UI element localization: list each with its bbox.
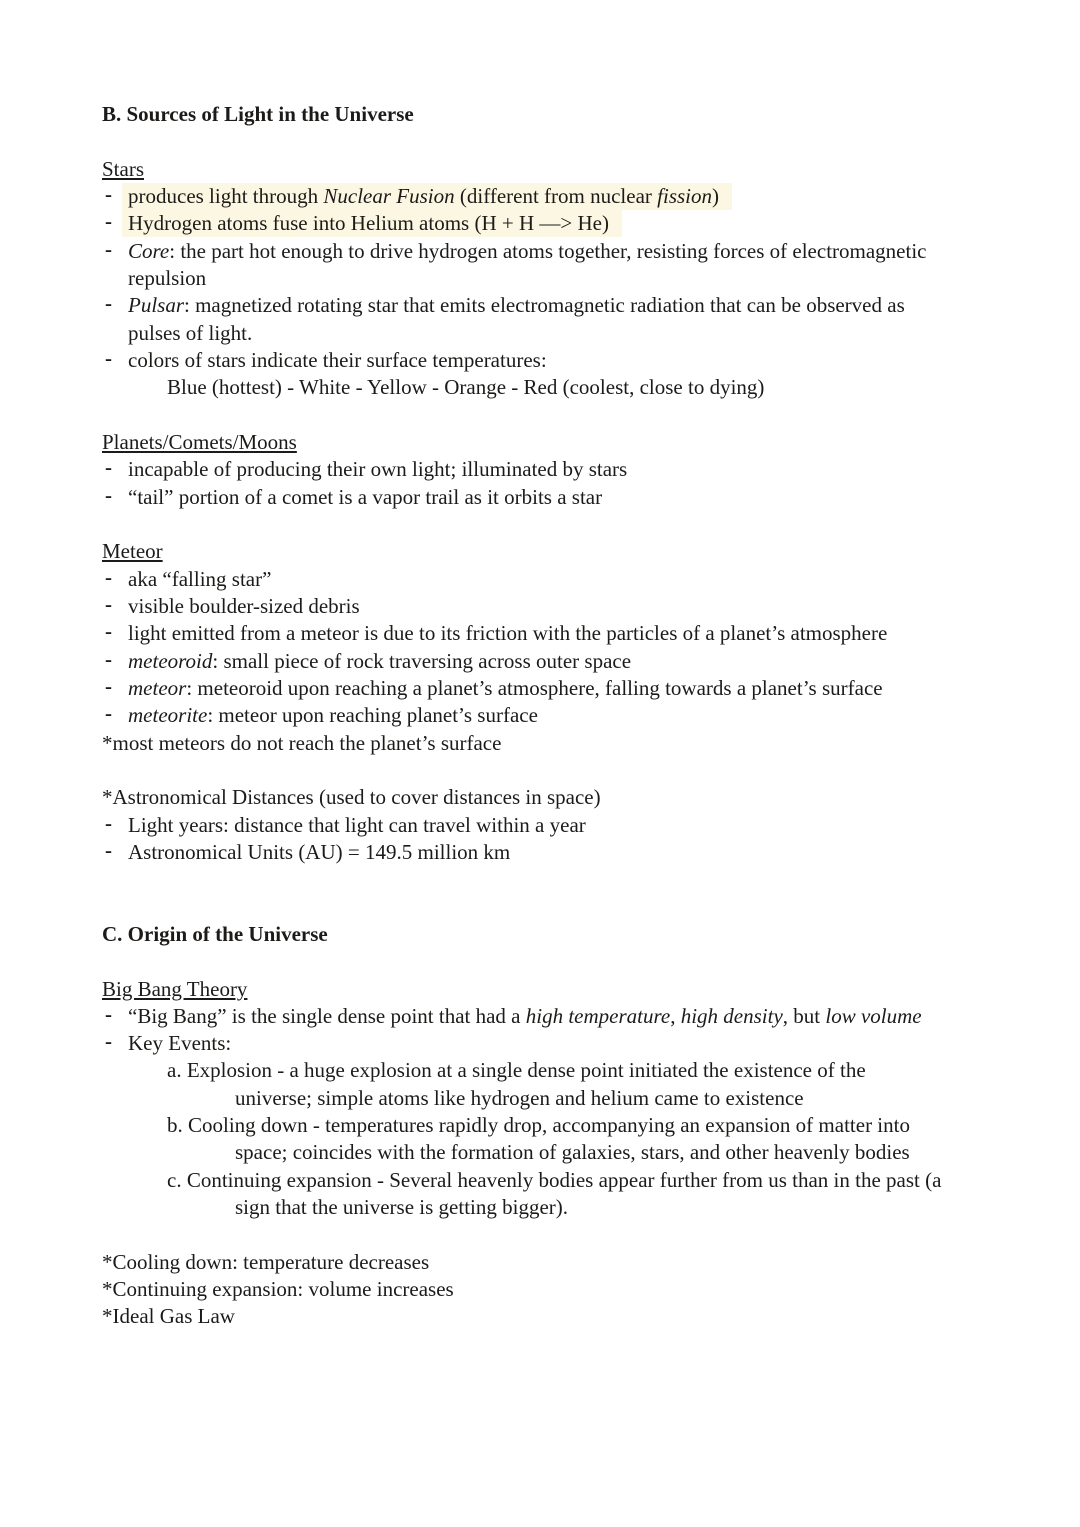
- text-run: Blue (hottest) - White - Yellow - Orange - Red (coolest, close to dying): [167, 375, 765, 400]
- text-run-italic: Core: [128, 238, 170, 263]
- text-run-italic: meteor: [128, 675, 187, 700]
- bullet-dash-icon: -: [105, 345, 112, 370]
- heading-text: Big Bang Theory: [102, 976, 248, 1001]
- text-run: “Big Bang” is the single dense point that had a: [128, 1003, 526, 1028]
- bullet-dash-icon: -: [105, 673, 112, 698]
- note-cooling-down: [102, 1249, 1040, 1276]
- text-run: a. Explosion - a huge explosion at a single dense point initiated the existence of the: [167, 1058, 866, 1083]
- bullet-dash-icon: -: [105, 181, 112, 206]
- bullet-key-events: [102, 1030, 1040, 1057]
- text-run: light emitted from a meteor is due to its friction with the particles of a planet’s atmosphere: [128, 621, 888, 646]
- bullet-dash-icon: -: [105, 455, 112, 480]
- text-run-italic: low volume: [825, 1003, 922, 1028]
- text-run: Light years: distance that light can travel within a year: [128, 812, 586, 837]
- blank-line: [102, 894, 1040, 921]
- key-event-cooling-down-continuation: [102, 1139, 1040, 1166]
- bullet-hydrogen-fuse: [102, 210, 1040, 237]
- text-run: : the part hot enough to drive hydrogen atoms together, resisting forces of electromagnetic: [169, 238, 927, 263]
- bullet-dash-icon: -: [105, 591, 112, 616]
- bullet-meteoroid: [102, 648, 1040, 675]
- bullet-comet-tail: [102, 484, 1040, 511]
- text-run: visible boulder-sized debris: [128, 593, 360, 618]
- bullet-astronomical-units: [102, 839, 1040, 866]
- title-text: C. Origin of the Universe: [102, 921, 328, 946]
- bullet-light-years: [102, 812, 1040, 839]
- key-event-cooling-down: [102, 1112, 1040, 1139]
- bullet-dash-icon: -: [105, 564, 112, 589]
- text-run: colors of stars indicate their surface temperatures:: [128, 347, 547, 372]
- text-run: produces light through: [128, 183, 324, 208]
- note-ideal-gas-law: [102, 1303, 1040, 1330]
- section-c-title: [102, 921, 1040, 948]
- astronomical-distances-heading: [102, 784, 1040, 811]
- text-run: c. Continuing expansion - Several heavenly bodies appear further from us than in the past (a: [167, 1167, 942, 1192]
- bullet-core-continuation: [102, 265, 1040, 292]
- bullet-dash-icon: -: [105, 1029, 112, 1054]
- blank-line: [102, 511, 1040, 538]
- text-run: : meteoroid upon reaching a planet’s atmosphere, falling towards a planet’s surface: [186, 675, 883, 700]
- planets-heading: [102, 429, 1040, 456]
- text-run: space; coincides with the formation of galaxies, stars, and other heavenly bodies: [235, 1140, 910, 1165]
- highlighted-run: [122, 210, 622, 237]
- bullet-dash-icon: -: [105, 837, 112, 862]
- bullet-core: [102, 238, 1040, 265]
- bullet-meteorite: [102, 702, 1040, 729]
- bullet-dash-icon: -: [105, 209, 112, 234]
- bullet-dash-icon: -: [105, 701, 112, 726]
- highlighted-run: [122, 183, 732, 210]
- text-run-italic: high density: [680, 1003, 783, 1028]
- bullet-falling-star: [102, 566, 1040, 593]
- text-run-italic: fission: [657, 183, 713, 208]
- text-run: b. Cooling down - temperatures rapidly drop, accompanying an expansion of matter into: [167, 1113, 910, 1138]
- text-run: “tail” portion of a comet is a vapor trail as it orbits a star: [128, 484, 603, 509]
- text-run: ): [712, 183, 720, 208]
- bullet-dash-icon: -: [105, 482, 112, 507]
- meteor-note: [102, 730, 1040, 757]
- stars-heading: [102, 156, 1040, 183]
- text-run: incapable of producing their own light; illuminated by stars: [128, 457, 628, 482]
- bullet-pulsar-continuation: [102, 320, 1040, 347]
- blank-line: [102, 402, 1040, 429]
- bullet-dash-icon: -: [105, 810, 112, 835]
- bullet-dash-icon: -: [105, 236, 112, 261]
- bullet-incapable-light: [102, 456, 1040, 483]
- text-run: Key Events:: [128, 1031, 232, 1056]
- heading-text: Meteor: [102, 539, 163, 564]
- text-run: , but: [782, 1003, 826, 1028]
- star-colors-scale: [102, 374, 1040, 401]
- section-b-title: [102, 101, 1040, 128]
- text-run: *Astronomical Distances (used to cover distances in space): [102, 785, 601, 810]
- text-run: sign that the universe is getting bigger).: [235, 1195, 569, 1220]
- text-run: *Cooling down: temperature decreases: [102, 1249, 430, 1274]
- big-bang-heading: [102, 976, 1040, 1003]
- text-run: ,: [670, 1003, 681, 1028]
- bullet-dash-icon: -: [105, 291, 112, 316]
- text-run-italic: Pulsar: [128, 293, 185, 318]
- text-run: universe; simple atoms like hydrogen and helium came to existence: [235, 1085, 804, 1110]
- text-run: *Continuing expansion: volume increases: [102, 1277, 454, 1302]
- text-run: Hydrogen atoms fuse into Helium atoms (H + H —> He): [128, 211, 609, 236]
- bullet-star-colors: [102, 347, 1040, 374]
- text-run: *most meteors do not reach the planet’s surface: [102, 730, 502, 755]
- key-event-continuing-expansion: [102, 1167, 1040, 1194]
- bullet-meteor: [102, 675, 1040, 702]
- bullet-big-bang-definition: [102, 1003, 1040, 1030]
- key-event-explosion: [102, 1057, 1040, 1084]
- bullet-boulder-debris: [102, 593, 1040, 620]
- text-run: Astronomical Units (AU) = 149.5 million km: [128, 839, 511, 864]
- text-run: : magnetized rotating star that emits electromagnetic radiation that can be observed as: [184, 293, 905, 318]
- bullet-dash-icon: -: [105, 646, 112, 671]
- title-text: B. Sources of Light in the Universe: [102, 102, 414, 126]
- text-run-italic: high temperature: [525, 1003, 671, 1028]
- key-event-continuing-expansion-continuation: [102, 1194, 1040, 1221]
- text-run: aka “falling star”: [128, 566, 272, 591]
- blank-line: [102, 128, 1040, 155]
- text-run: pulses of light.: [128, 320, 253, 345]
- text-run: : small piece of rock traversing across outer space: [212, 648, 632, 673]
- text-run-italic: meteorite: [128, 703, 208, 728]
- note-continuing-expansion: [102, 1276, 1040, 1303]
- bullet-nuclear-fusion: [102, 183, 1040, 210]
- text-run: *Ideal Gas Law: [102, 1304, 235, 1329]
- bullet-meteor-friction: [102, 620, 1040, 647]
- text-run: (different from nuclear: [454, 183, 658, 208]
- blank-line: [102, 948, 1040, 975]
- text-run-italic: Nuclear Fusion: [323, 183, 455, 208]
- heading-text: Planets/Comets/Moons: [102, 429, 297, 454]
- meteor-heading: [102, 538, 1040, 565]
- text-run-italic: meteoroid: [128, 648, 213, 673]
- bullet-pulsar: [102, 292, 1040, 319]
- blank-line: [102, 1221, 1040, 1248]
- blank-line: [102, 866, 1040, 893]
- text-run: : meteor upon reaching planet’s surface: [207, 703, 538, 728]
- bullet-dash-icon: -: [105, 1001, 112, 1026]
- text-run: repulsion: [128, 265, 207, 290]
- blank-line: [102, 757, 1040, 784]
- bullet-dash-icon: -: [105, 619, 112, 644]
- key-event-explosion-continuation: [102, 1085, 1040, 1112]
- heading-text: Stars: [102, 156, 144, 181]
